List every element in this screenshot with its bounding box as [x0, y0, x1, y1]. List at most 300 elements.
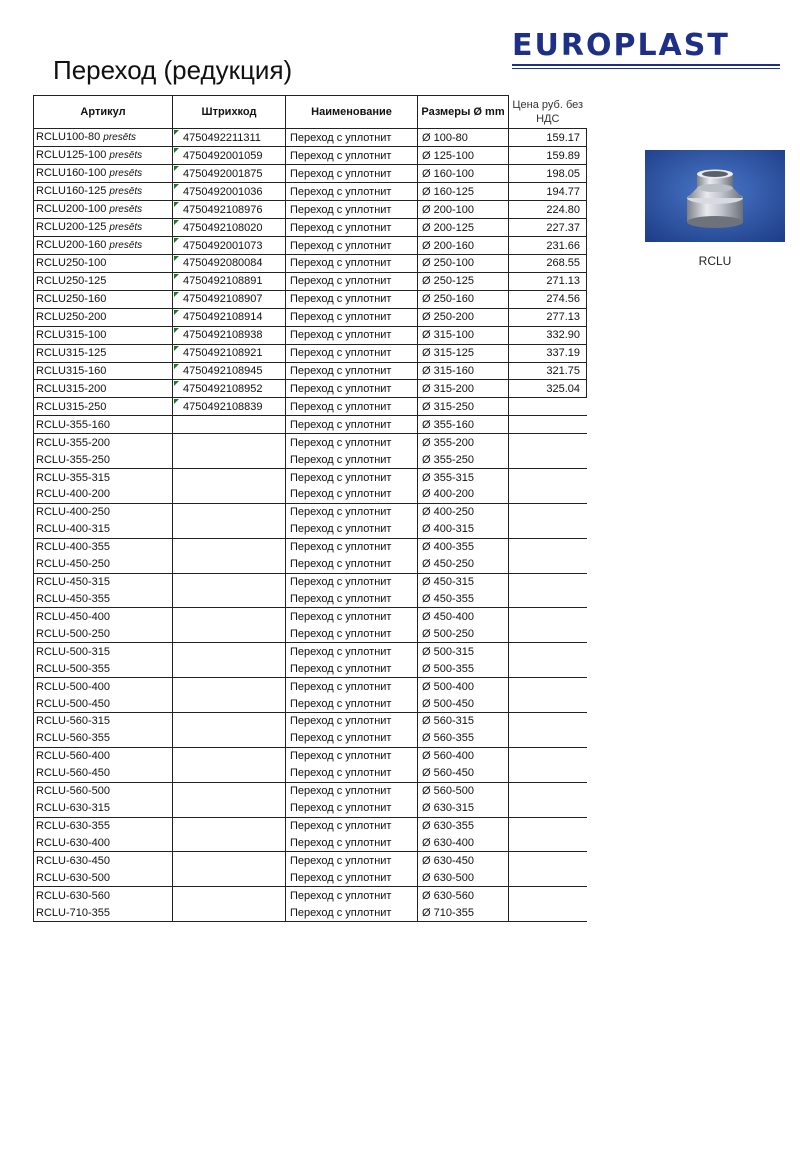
table-row: [34, 362, 587, 380]
name-cell: Переход с уплотнит: [286, 129, 418, 147]
logo-underline-thin: [512, 68, 780, 69]
barcode-cell: [173, 326, 286, 344]
table-row: [34, 183, 587, 201]
article-cell: [34, 765, 173, 782]
price-cell: 337.19: [509, 344, 587, 362]
name-cell: Переход с уплотнит: [286, 237, 418, 255]
table-row: [34, 451, 587, 468]
price-cell: [509, 817, 587, 834]
barcode-cell: [173, 852, 286, 869]
article-cell: [34, 591, 173, 608]
barcode-cell: [173, 695, 286, 712]
dims-cell: Ø 450-355: [418, 591, 509, 608]
price-cell: 224.80: [509, 201, 587, 219]
name-cell: Переход с уплотнит: [286, 695, 418, 712]
dims-cell: Ø 400-315: [418, 521, 509, 538]
name-cell: Переход с уплотнит: [286, 255, 418, 273]
article-cell: [34, 183, 173, 201]
article-cell: [34, 800, 173, 817]
dims-cell: Ø 250-100: [418, 255, 509, 273]
name-cell: Переход с уплотнит: [286, 183, 418, 201]
article-cell: [34, 290, 173, 308]
article-suffix: presēts: [109, 186, 143, 197]
page-title: Переход (редукция): [53, 55, 293, 85]
table-row: [34, 219, 587, 237]
article-cell: [34, 747, 173, 764]
name-cell: Переход с уплотнит: [286, 469, 418, 486]
article-code: RCLU200-160: [36, 239, 107, 251]
name-cell: Переход с уплотнит: [286, 608, 418, 625]
table-row: [34, 730, 587, 747]
article-code: RCLU-560-315: [36, 715, 110, 728]
price-cell: [509, 852, 587, 869]
price-cell: 198.05: [509, 165, 587, 183]
article-code: RCLU-500-355: [36, 662, 110, 675]
table-row: [34, 678, 587, 695]
barcode-value: 4750492001059: [183, 149, 263, 162]
barcode-value: 4750492080084: [183, 257, 263, 270]
article-suffix: presēts: [103, 132, 137, 143]
dims-cell: Ø 560-315: [418, 712, 509, 729]
cell-marker-icon: [174, 256, 179, 261]
barcode-cell: [173, 272, 286, 290]
barcode-cell: [173, 290, 286, 308]
dims-cell: Ø 315-100: [418, 326, 509, 344]
article-code: RCLU-630-315: [36, 802, 110, 815]
name-cell: Переход с уплотнит: [286, 147, 418, 165]
article-cell: [34, 201, 173, 219]
article-cell: [34, 660, 173, 677]
price-cell: 268.55: [509, 255, 587, 273]
barcode-cell: [173, 608, 286, 625]
barcode-cell: [173, 486, 286, 503]
barcode-value: 4750492001875: [183, 167, 263, 180]
reducer-image: [645, 150, 785, 242]
article-code: RCLU-630-450: [36, 854, 110, 867]
name-cell: Переход с уплотнит: [286, 834, 418, 851]
barcode-cell: [173, 219, 286, 237]
article-cell: [34, 521, 173, 538]
price-cell: [509, 904, 587, 921]
price-cell: [509, 486, 587, 503]
barcode-cell: [173, 712, 286, 729]
article-code: RCLU315-125: [36, 347, 107, 360]
price-cell: 274.56: [509, 290, 587, 308]
header-dims: Размеры Ø mm: [418, 96, 509, 129]
article-cell: [34, 398, 173, 416]
name-cell: Переход с уплотнит: [286, 573, 418, 590]
name-cell: Переход с уплотнит: [286, 290, 418, 308]
barcode-cell: [173, 398, 286, 416]
barcode-value: 4750492108907: [183, 293, 263, 306]
price-cell: 231.66: [509, 237, 587, 255]
dims-cell: Ø 400-250: [418, 503, 509, 520]
article-cell: [34, 486, 173, 503]
header-barcode: Штрихкод: [173, 96, 286, 129]
article-cell: [34, 643, 173, 660]
dims-cell: Ø 355-160: [418, 416, 509, 434]
table-row: [34, 782, 587, 799]
table-row: [34, 398, 587, 416]
article-cell: [34, 255, 173, 273]
cell-marker-icon: [174, 166, 179, 171]
article-cell: [34, 308, 173, 326]
cell-marker-icon: [174, 292, 179, 297]
dims-cell: Ø 500-250: [418, 625, 509, 642]
cell-marker-icon: [174, 148, 179, 153]
barcode-cell: [173, 201, 286, 219]
article-cell: [34, 538, 173, 555]
table-header-row: [34, 96, 587, 129]
dims-cell: Ø 500-315: [418, 643, 509, 660]
barcode-cell: [173, 147, 286, 165]
barcode-cell: [173, 183, 286, 201]
article-code: RCLU160-125: [36, 185, 107, 197]
name-cell: Переход с уплотнит: [286, 730, 418, 747]
dims-cell: Ø 355-250: [418, 451, 509, 468]
barcode-cell: [173, 904, 286, 921]
dims-cell: Ø 710-355: [418, 904, 509, 921]
barcode-value: 4750492108938: [183, 329, 263, 342]
table-row: [34, 129, 587, 147]
table-row: [34, 272, 587, 290]
barcode-cell: [173, 521, 286, 538]
name-cell: Переход с уплотнит: [286, 344, 418, 362]
dims-cell: Ø 250-160: [418, 290, 509, 308]
table-row: [34, 521, 587, 538]
dims-cell: Ø 315-160: [418, 362, 509, 380]
table-row: [34, 852, 587, 869]
price-cell: 159.17: [509, 129, 587, 147]
article-cell: [34, 326, 173, 344]
barcode-cell: [173, 747, 286, 764]
table-row: [34, 326, 587, 344]
barcode-cell: [173, 129, 286, 147]
article-code: RCLU-400-250: [36, 506, 110, 519]
name-cell: Переход с уплотнит: [286, 660, 418, 677]
name-cell: Переход с уплотнит: [286, 817, 418, 834]
barcode-cell: [173, 503, 286, 520]
cell-marker-icon: [174, 381, 179, 386]
cell-marker-icon: [174, 220, 179, 225]
barcode-cell: [173, 434, 286, 451]
dims-cell: Ø 160-100: [418, 165, 509, 183]
cell-marker-icon: [174, 202, 179, 207]
article-cell: [34, 469, 173, 486]
barcode-cell: [173, 344, 286, 362]
dims-cell: Ø 560-355: [418, 730, 509, 747]
product-caption: RCLU: [698, 254, 732, 268]
price-cell: [509, 608, 587, 625]
name-cell: Переход с уплотнит: [286, 643, 418, 660]
price-cell: [509, 678, 587, 695]
header-name: Наименование: [286, 96, 418, 129]
name-cell: Переход с уплотнит: [286, 451, 418, 468]
name-cell: Переход с уплотнит: [286, 362, 418, 380]
price-cell: [509, 469, 587, 486]
dims-cell: Ø 200-160: [418, 237, 509, 255]
price-cell: [509, 556, 587, 573]
barcode-cell: [173, 362, 286, 380]
dims-cell: Ø 560-400: [418, 747, 509, 764]
barcode-cell: [173, 165, 286, 183]
name-cell: Переход с уплотнит: [286, 747, 418, 764]
article-cell: [34, 625, 173, 642]
barcode-value: 4750492108891: [183, 275, 263, 288]
table-row: [34, 869, 587, 886]
name-cell: Переход с уплотнит: [286, 852, 418, 869]
barcode-cell: [173, 556, 286, 573]
article-code: RCLU-450-400: [36, 610, 110, 623]
dims-cell: Ø 560-450: [418, 765, 509, 782]
dims-cell: Ø 315-250: [418, 398, 509, 416]
dims-cell: Ø 315-200: [418, 380, 509, 398]
article-code: RCLU-560-450: [36, 767, 110, 780]
table-row: [34, 660, 587, 677]
name-cell: Переход с уплотнит: [286, 869, 418, 886]
dims-cell: Ø 160-125: [418, 183, 509, 201]
barcode-cell: [173, 255, 286, 273]
article-code: RCLU-450-315: [36, 576, 110, 589]
barcode-cell: [173, 237, 286, 255]
price-cell: [509, 765, 587, 782]
name-cell: Переход с уплотнит: [286, 800, 418, 817]
name-cell: Переход с уплотнит: [286, 219, 418, 237]
table-row: [34, 201, 587, 219]
article-cell: [34, 730, 173, 747]
article-code: RCLU-630-560: [36, 889, 110, 902]
dims-cell: Ø 400-200: [418, 486, 509, 503]
price-cell: [509, 398, 587, 416]
article-cell: [34, 678, 173, 695]
article-code: RCLU-400-355: [36, 541, 110, 554]
dims-cell: Ø 100-80: [418, 129, 509, 147]
dims-cell: Ø 450-315: [418, 573, 509, 590]
article-code: RCLU250-200: [36, 311, 107, 324]
dims-cell: Ø 630-560: [418, 887, 509, 904]
price-cell: [509, 591, 587, 608]
europlast-logo: [512, 30, 780, 70]
dims-cell: Ø 630-315: [418, 800, 509, 817]
price-cell: [509, 834, 587, 851]
barcode-value: 4750492108914: [183, 311, 263, 324]
price-cell: 325.04: [509, 380, 587, 398]
name-cell: Переход с уплотнит: [286, 201, 418, 219]
barcode-value: 4750492108952: [183, 382, 263, 395]
dims-cell: Ø 400-355: [418, 538, 509, 555]
barcode-value: 4750492108976: [183, 203, 263, 216]
article-code: RCLU-500-450: [36, 697, 110, 710]
name-cell: Переход с уплотнит: [286, 712, 418, 729]
price-cell: [509, 503, 587, 520]
price-cell: 227.37: [509, 219, 587, 237]
cell-marker-icon: [174, 238, 179, 243]
article-code: RCLU-560-400: [36, 750, 110, 763]
price-cell: [509, 695, 587, 712]
barcode-cell: [173, 380, 286, 398]
article-cell: [34, 817, 173, 834]
dims-cell: Ø 200-125: [418, 219, 509, 237]
price-cell: [509, 747, 587, 764]
article-cell: [34, 165, 173, 183]
name-cell: Переход с уплотнит: [286, 521, 418, 538]
product-photo: [645, 150, 785, 242]
table-row: [34, 591, 587, 608]
article-cell: [34, 869, 173, 886]
cell-marker-icon: [174, 399, 179, 404]
article-cell: [34, 272, 173, 290]
table-row: [34, 712, 587, 729]
barcode-cell: [173, 782, 286, 799]
price-cell: [509, 887, 587, 904]
table-row: [34, 608, 587, 625]
table-row: [34, 255, 587, 273]
article-suffix: presēts: [109, 168, 143, 179]
article-code: RCLU250-125: [36, 275, 107, 288]
barcode-cell: [173, 308, 286, 326]
article-code: RCLU-630-400: [36, 836, 110, 849]
dims-cell: Ø 450-400: [418, 608, 509, 625]
dims-cell: Ø 125-100: [418, 147, 509, 165]
cell-marker-icon: [174, 346, 179, 351]
table-row: [34, 380, 587, 398]
barcode-value: 4750492108921: [183, 347, 263, 360]
name-cell: Переход с уплотнит: [286, 887, 418, 904]
dims-cell: Ø 315-125: [418, 344, 509, 362]
article-code: RCLU100-80: [36, 131, 101, 143]
article-cell: [34, 904, 173, 921]
price-cell: 277.13: [509, 308, 587, 326]
dims-cell: Ø 630-500: [418, 869, 509, 886]
price-cell: [509, 800, 587, 817]
name-cell: Переход с уплотнит: [286, 486, 418, 503]
article-suffix: presēts: [109, 204, 143, 215]
table-row: [34, 573, 587, 590]
dims-cell: Ø 355-200: [418, 434, 509, 451]
article-code: RCLU315-100: [36, 329, 107, 342]
dims-cell: Ø 200-100: [418, 201, 509, 219]
article-cell: [34, 782, 173, 799]
article-cell: [34, 834, 173, 851]
logo-text: EUROPLAST: [512, 28, 730, 63]
barcode-cell: [173, 469, 286, 486]
dims-cell: Ø 250-125: [418, 272, 509, 290]
name-cell: Переход с уплотнит: [286, 904, 418, 921]
price-cell: [509, 869, 587, 886]
barcode-cell: [173, 730, 286, 747]
barcode-value: 4750492108020: [183, 221, 263, 234]
barcode-cell: [173, 834, 286, 851]
name-cell: Переход с уплотнит: [286, 678, 418, 695]
article-cell: [34, 416, 173, 434]
table-row: [34, 486, 587, 503]
table-row: [34, 904, 587, 921]
table-row: [34, 834, 587, 851]
article-code: RCLU315-250: [36, 400, 107, 413]
article-code: RCLU315-160: [36, 364, 107, 377]
table-row: [34, 800, 587, 817]
price-cell: 321.75: [509, 362, 587, 380]
barcode-value: 4750492001036: [183, 185, 263, 198]
name-cell: Переход с уплотнит: [286, 380, 418, 398]
table-row: [34, 695, 587, 712]
article-code: RCLU-630-355: [36, 819, 110, 832]
barcode-cell: [173, 643, 286, 660]
table-row: [34, 556, 587, 573]
name-cell: Переход с уплотнит: [286, 765, 418, 782]
barcode-cell: [173, 678, 286, 695]
article-code: RCLU125-100: [36, 149, 107, 161]
article-code: RCLU250-160: [36, 293, 107, 306]
price-cell: [509, 660, 587, 677]
name-cell: Переход с уплотнит: [286, 591, 418, 608]
article-cell: [34, 695, 173, 712]
name-cell: Переход с уплотнит: [286, 308, 418, 326]
article-cell: [34, 451, 173, 468]
header-price: Цена руб. без НДС: [509, 96, 587, 129]
price-cell: [509, 434, 587, 451]
article-cell: [34, 503, 173, 520]
price-cell: [509, 730, 587, 747]
table-row: [34, 538, 587, 555]
article-cell: [34, 887, 173, 904]
dims-cell: Ø 500-450: [418, 695, 509, 712]
dims-cell: Ø 500-355: [418, 660, 509, 677]
cell-marker-icon: [174, 364, 179, 369]
dims-cell: Ø 450-250: [418, 556, 509, 573]
price-cell: 332.90: [509, 326, 587, 344]
table-body: [34, 129, 587, 922]
dims-cell: Ø 355-315: [418, 469, 509, 486]
cell-marker-icon: [174, 310, 179, 315]
article-code: RCLU-450-250: [36, 558, 110, 571]
table-row: [34, 290, 587, 308]
price-cell: 194.77: [509, 183, 587, 201]
logo-underline: [512, 64, 780, 66]
dims-cell: Ø 630-450: [418, 852, 509, 869]
barcode-value: 4750492001073: [183, 239, 263, 252]
article-code: RCLU-500-250: [36, 627, 110, 640]
barcode-cell: [173, 451, 286, 468]
header-article: Артикул: [34, 96, 173, 129]
barcode-cell: [173, 591, 286, 608]
article-code: RCLU-630-500: [36, 871, 110, 884]
article-code: RCLU-355-315: [36, 471, 110, 484]
table-row: [34, 817, 587, 834]
name-cell: Переход с уплотнит: [286, 416, 418, 434]
article-code: RCLU-450-355: [36, 592, 110, 605]
cell-marker-icon: [174, 184, 179, 189]
dims-cell: Ø 630-400: [418, 834, 509, 851]
barcode-cell: [173, 538, 286, 555]
cell-marker-icon: [174, 274, 179, 279]
name-cell: Переход с уплотнит: [286, 782, 418, 799]
barcode-cell: [173, 869, 286, 886]
table-row: [34, 625, 587, 642]
barcode-value: 4750492108945: [183, 364, 263, 377]
article-cell: [34, 380, 173, 398]
price-cell: [509, 416, 587, 434]
table-row: [34, 434, 587, 451]
table-row: [34, 237, 587, 255]
price-cell: [509, 521, 587, 538]
article-cell: [34, 129, 173, 147]
article-cell: [34, 712, 173, 729]
price-cell: [509, 451, 587, 468]
barcode-cell: [173, 887, 286, 904]
barcode-cell: [173, 660, 286, 677]
article-code: RCLU-560-500: [36, 785, 110, 798]
